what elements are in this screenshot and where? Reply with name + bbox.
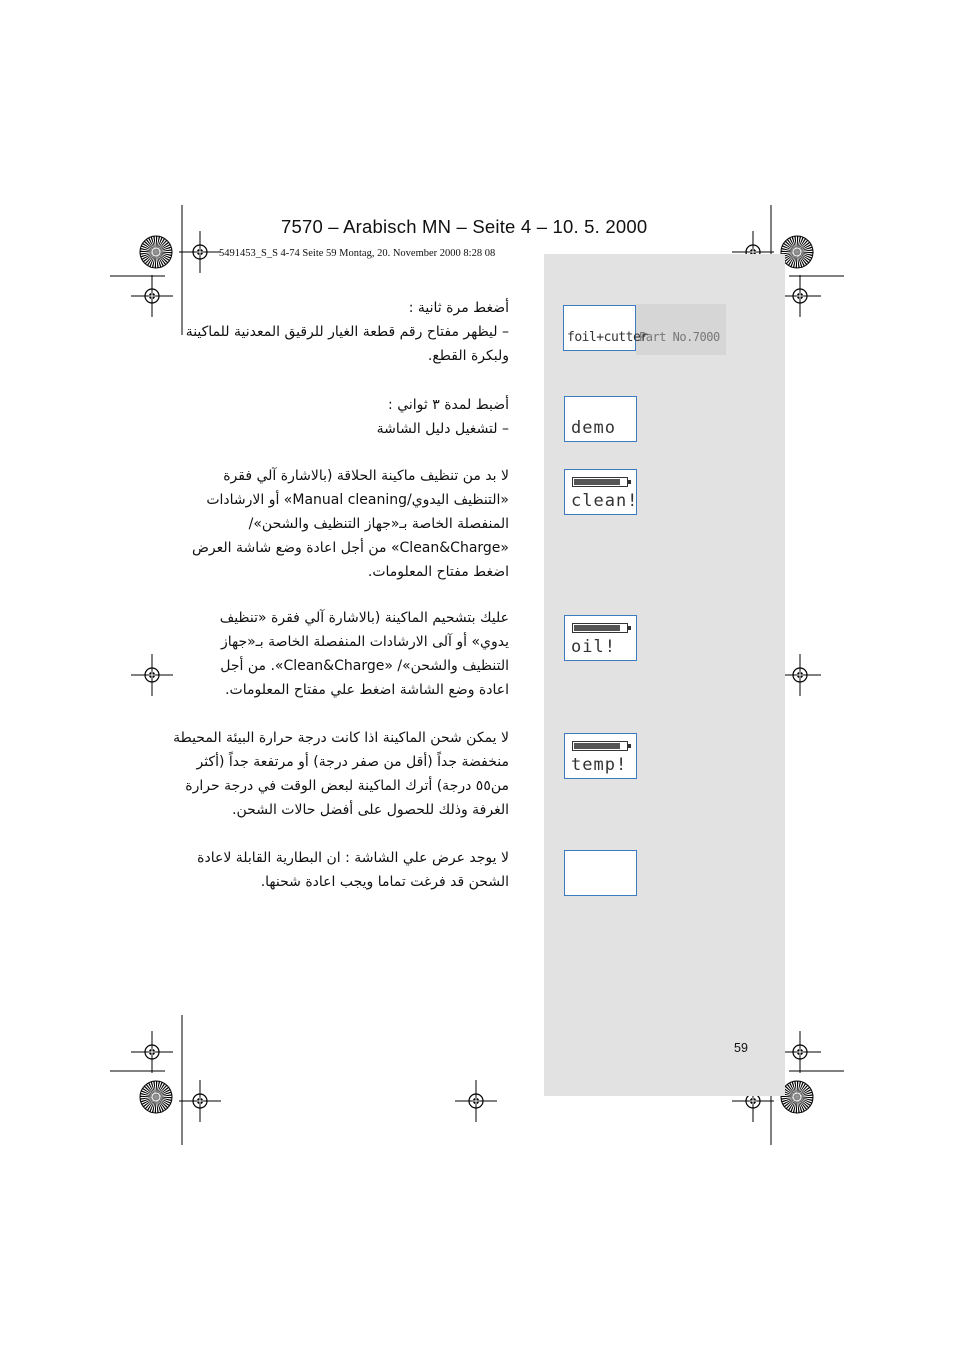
lcd-display-oil bbox=[564, 615, 637, 661]
battery-fill bbox=[574, 625, 620, 631]
text-line: «Clean&Charge» من أجل اعادة وضع شاشة العرض bbox=[191, 540, 509, 556]
battery-icon bbox=[572, 477, 628, 487]
lcd-text: demo bbox=[571, 418, 616, 438]
battery-fill bbox=[574, 479, 620, 485]
text-line: الشحن قد فرغت تماما ويجب اعادة شحنها. bbox=[260, 874, 509, 890]
lcd-text: foil+cutter bbox=[567, 330, 648, 345]
page-header-meta: 5491453_S_S 4-74 Seite 59 Montag, 20. November 2000 8:28 08 bbox=[219, 248, 496, 259]
battery-fill bbox=[574, 743, 620, 749]
text-line: اعادة وضع الشاشة اضغط علي مفتاح المعلومات. bbox=[225, 682, 509, 698]
lcd-display-foil bbox=[563, 305, 648, 351]
section-1-text bbox=[186, 296, 509, 368]
part-number-box bbox=[636, 304, 726, 355]
text-line: المنفصلة الخاصة بـ«جهاز التنظيف والشحن»/ bbox=[248, 516, 509, 532]
text-line: «التنظيف اليدوي/Manual cleaning» أو الارشادات bbox=[206, 492, 509, 508]
text-line: أضبط لمدة ٣ ثواني : bbox=[388, 397, 509, 413]
page-number: 59 bbox=[734, 1041, 748, 1055]
lcd-display-demo bbox=[564, 396, 637, 442]
sidebar-panel bbox=[544, 254, 785, 1096]
text-line: من٥٥ درجة) أترك الماكينة لبعض الوقت في درجة حرارة bbox=[185, 778, 509, 794]
text-line: عليك بتشحيم الماكينة (بالاشارة آلي فقرة «تنظيف bbox=[219, 610, 509, 626]
lcd-text: oil! bbox=[571, 637, 616, 657]
lcd-display-clean bbox=[564, 469, 637, 515]
lcd-display-empty bbox=[564, 850, 637, 896]
section-5-text bbox=[173, 726, 509, 822]
section-6-text bbox=[197, 846, 509, 894]
text-line: لا بد من تنظيف ماكينة الحلاقة (بالاشارة آلي فقرة bbox=[223, 468, 509, 484]
text-line: ولبكرة القطع. bbox=[427, 348, 509, 364]
section-2-text bbox=[377, 393, 509, 441]
lcd-text: clean! bbox=[571, 491, 639, 511]
part-number-label: Part No.7000 bbox=[639, 330, 720, 344]
text-line: – لتشغيل دليل الشاشة bbox=[376, 421, 509, 437]
text-line: الغرفة وذلك للحصول على أفضل حالات الشحن. bbox=[232, 802, 509, 818]
page-header-title: 7570 – Arabisch MN – Seite 4 – 10. 5. 2000 bbox=[281, 216, 648, 237]
lcd-text: temp! bbox=[571, 755, 628, 775]
text-line: لا يمكن شحن الماكينة اذا كانت درجة حرارة البيئة المحيطة bbox=[173, 730, 509, 746]
lcd-display-temp bbox=[564, 733, 637, 779]
section-4-text bbox=[220, 606, 509, 702]
battery-icon bbox=[572, 623, 628, 633]
text-line: يدوي» أو آلى الارشادات المنفصلة الخاصة بـ«جهاز bbox=[220, 634, 509, 650]
text-line: لا يوجد عرض علي الشاشة : ان البطارية القابلة لاعادة bbox=[197, 850, 509, 866]
text-line: أضغط مرة ثانية : bbox=[408, 300, 509, 316]
text-line: التنظيف والشحن»/ «Clean&Charge». من أجل bbox=[220, 658, 509, 674]
text-line: – ليظهر مفتاح رقم قطعة الغيار للرقيق المعدنية للماكينة bbox=[185, 324, 509, 340]
section-3-text bbox=[192, 464, 509, 584]
text-line: اضغط مفتاح المعلومات. bbox=[367, 564, 509, 580]
battery-icon bbox=[572, 741, 628, 751]
text-line: منخفضة جداً (أقل من صفر درجة) أو مرتفعة جداً (أكثر bbox=[196, 754, 509, 770]
